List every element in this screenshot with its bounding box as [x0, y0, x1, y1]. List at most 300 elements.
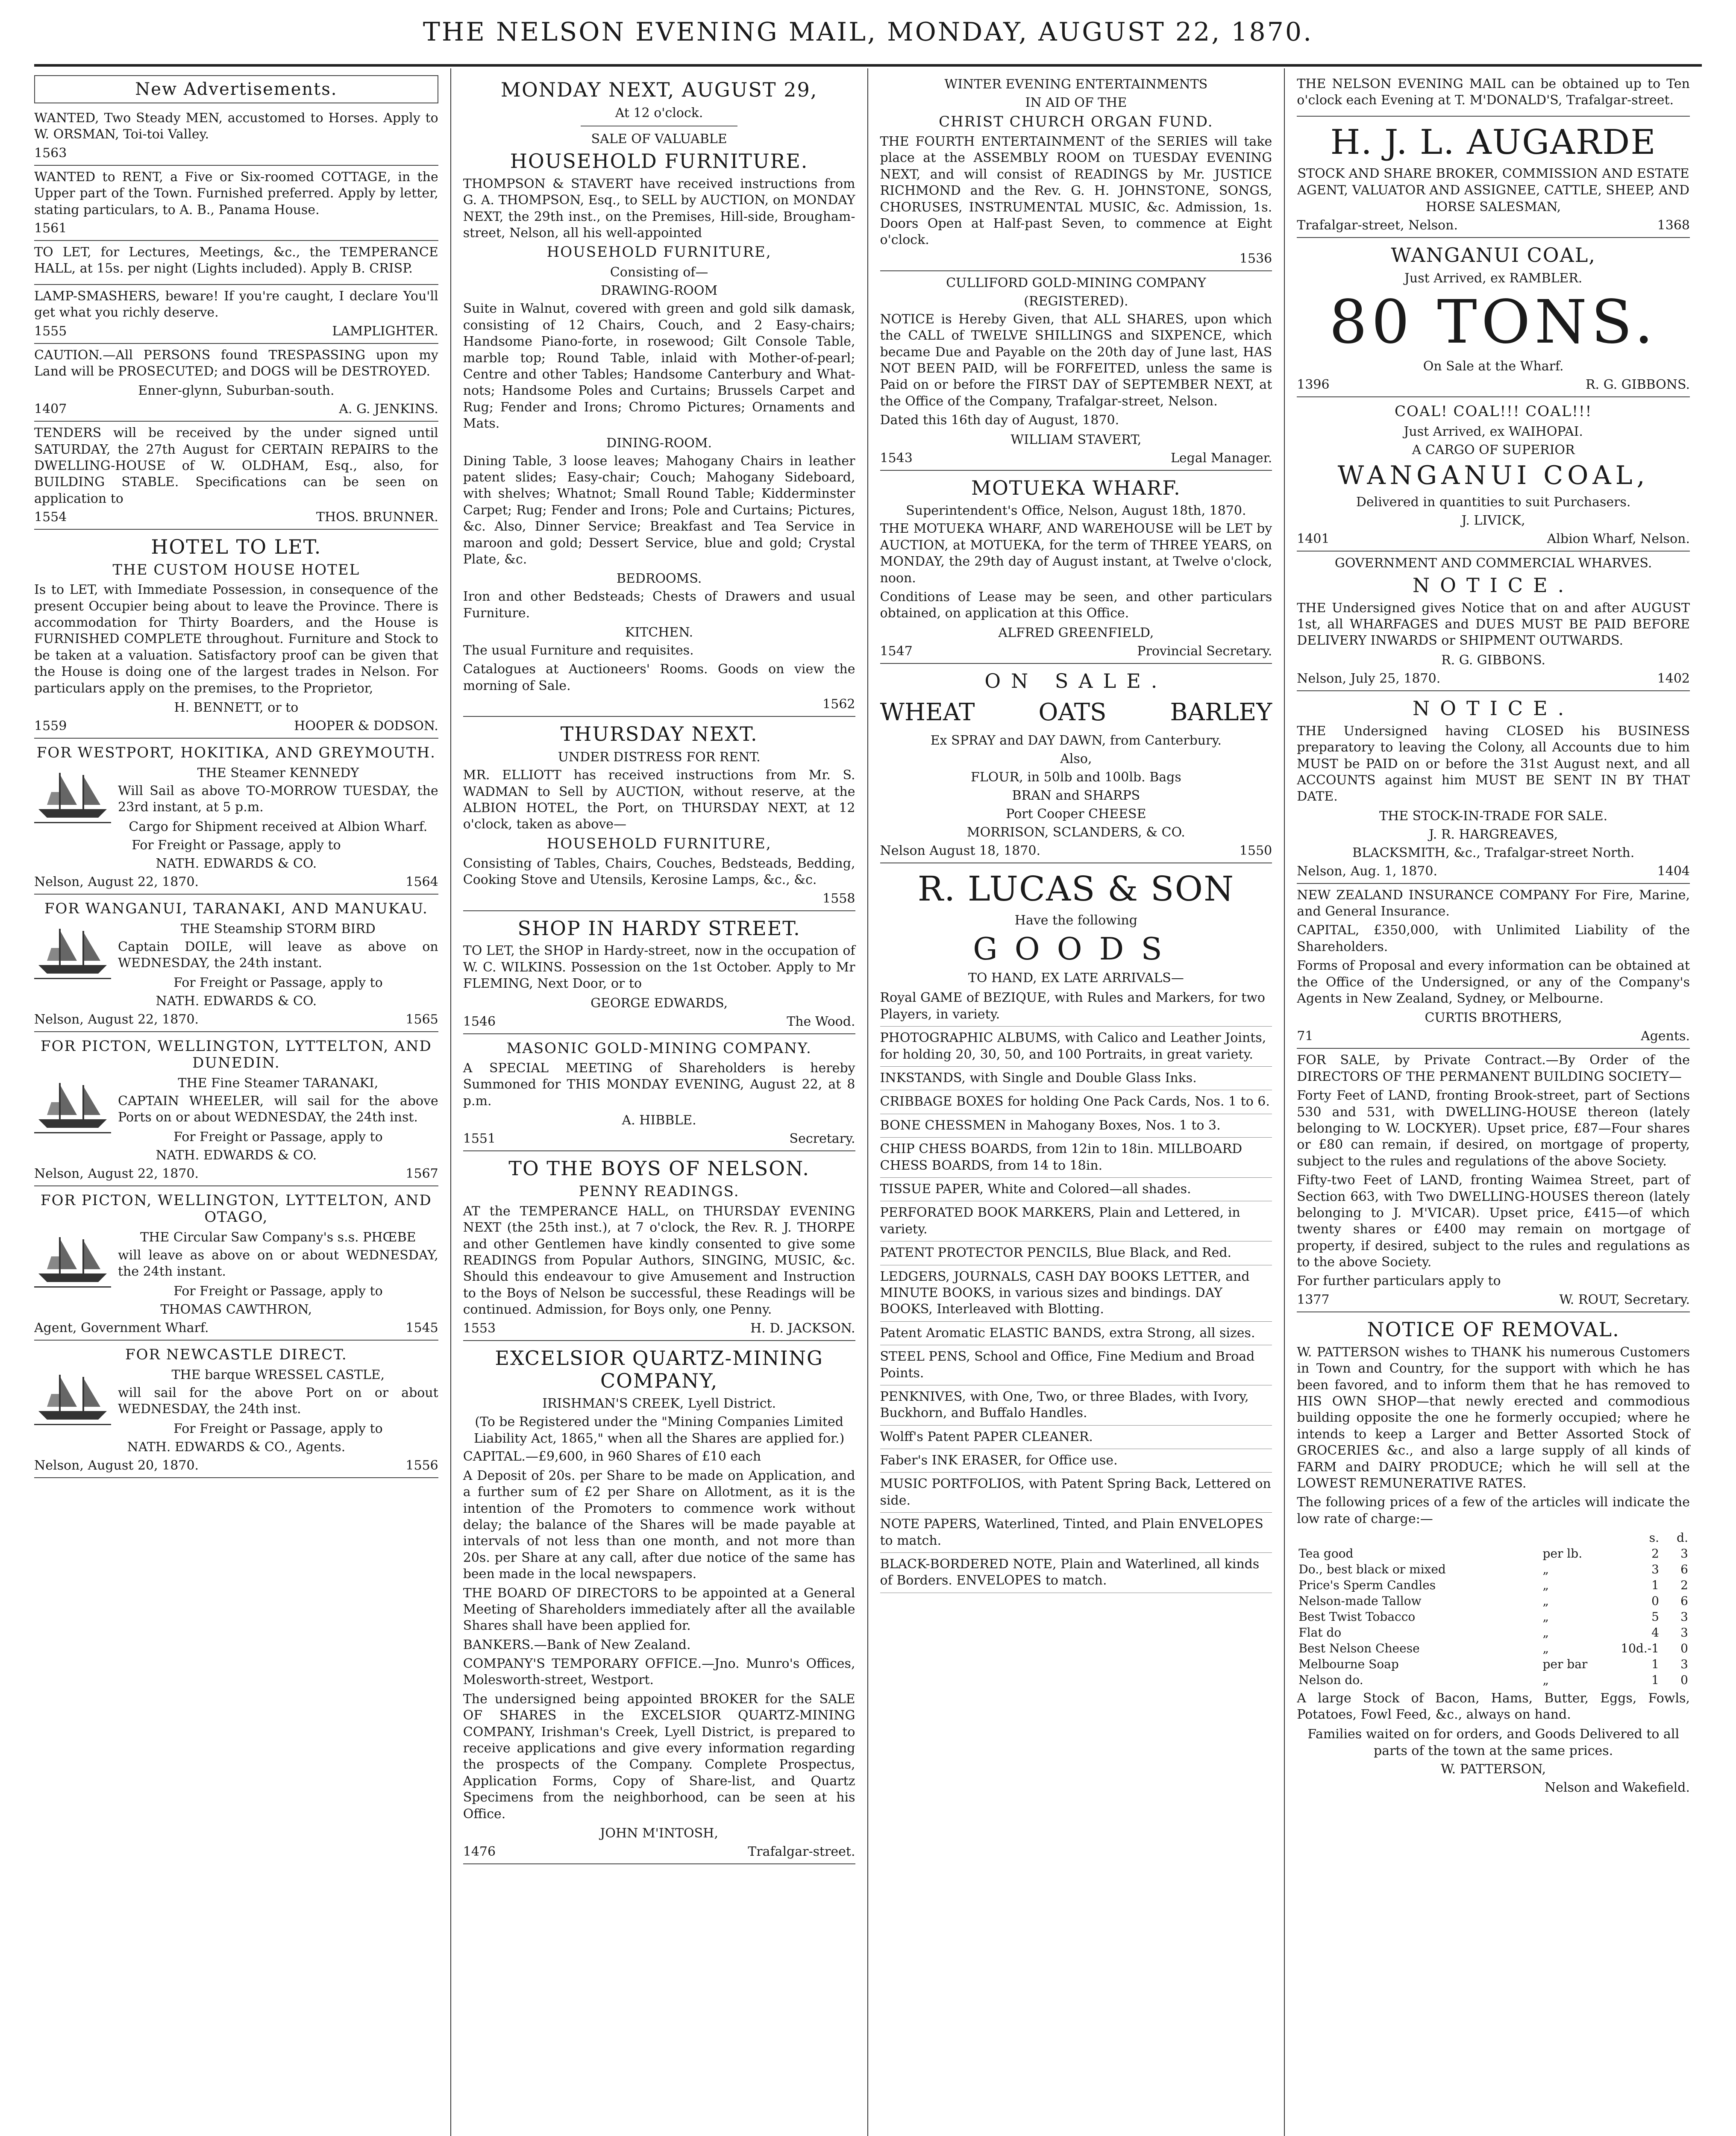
mail-note-text: THE NELSON EVENING MAIL can be obtained up to Ten o'clock each Evening at T. M'DONALD'S, Trafalgar-street.: [1297, 76, 1690, 108]
lucas-item: BLACK-BORDERED NOTE, Plain and Waterlined, all kinds of Borders. ENVELOPES to match.: [880, 1556, 1272, 1593]
columns: [34, 68, 1702, 2136]
lucas-item: PATENT PROTECTOR PENCILS, Blue Black, and Red.: [880, 1245, 1272, 1265]
price-cell: Melbourne Soap: [1298, 1657, 1399, 1672]
price-cell: 4: [1651, 1625, 1659, 1640]
catalogues-sig: [463, 697, 855, 712]
forsale-sig: W. ROUT, Secretary.: [1559, 1292, 1690, 1307]
masonic-body: A SPECIAL MEETING of Shareholders is hereby Summoned for THIS MONDAY EVENING, August 22, at 8 p.m.: [463, 1060, 855, 1109]
lucas-item: TISSUE PAPER, White and Colored—all shades.: [880, 1181, 1272, 1201]
price-cell: „: [1542, 1673, 1549, 1687]
price-cell: „: [1542, 1594, 1549, 1608]
distress-sale-ad: [463, 717, 855, 911]
removal-addr: Nelson and Wakefield.: [1544, 1780, 1690, 1795]
ad-sig: [34, 402, 438, 417]
grain-wheat: WHEAT: [880, 698, 975, 726]
also-item: FLOUR, in 50lb and 100lb. Bags: [970, 769, 1181, 785]
ship-num: 1556: [405, 1458, 438, 1473]
price-row: [1297, 1672, 1690, 1688]
lucas-item: PHOTOGRAPHIC ALBUMS, with Calico and Leather Joints, for holding 20, 30, 50, and 100 Portraits, in great variety.: [880, 1030, 1272, 1067]
removal-sig: W. PATTERSON,: [1441, 1761, 1546, 1777]
boys-title: TO THE BOYS OF NELSON.: [508, 1156, 810, 1180]
price-table-body: [1297, 1546, 1690, 1688]
ship-sig: [34, 1166, 438, 1181]
winter-body: THE FOURTH ENTERTAINMENT of the SERIES will take place at the ASSEMBLY ROOM on TUESDAY EVENING NEXT, and will consist of READINGS by Mr. JUSTICE RICHMOND and the Rev. G. H. JOHNSTONE, SONGS, CHORUSES, INSTRUMENTAL MUSIC, &c. Admission, 1s. Doors Open at Half-past Seven, to commence at Eight o'clock.: [880, 134, 1272, 248]
price-row: [1297, 1546, 1690, 1561]
mining-board: THE BOARD OF DIRECTORS to be appointed at a General Meeting of Shareholders immediately after all the available Shares shall have been applied for.: [463, 1585, 855, 1634]
coal-head: COAL! COAL!!! COAL!!!: [1394, 402, 1592, 420]
price-row: [1297, 1593, 1690, 1609]
boys-ad: [463, 1151, 855, 1341]
wang-title: WANGANUI COAL,: [1391, 243, 1596, 267]
notice2-body: THE Undersigned having CLOSED his BUSINESS preparatory to leaving the Colony, all Accounts due to him MUST be PAID on or before the 31st August next, and all ACCOUNTS against him MUST BE SENT IN BY THAT DATE.: [1297, 723, 1690, 804]
ad-sig: [34, 510, 438, 525]
mining-ad: [463, 1341, 855, 1864]
price-cell: Nelson do.: [1298, 1673, 1363, 1687]
notice1-title: NOTICE.: [1413, 573, 1574, 597]
lucas-item: Faber's INK ERASER, for Office use.: [880, 1452, 1272, 1473]
nzins-title: NEW ZEALAND INSURANCE COMPANY For Fire, Marine, and General Insurance.: [1297, 887, 1690, 919]
nzins-body: Forms of Proposal and every information can be obtained at the Office of the Undersigned, or any of the Company's Agents in New Zealand, Sydney, or Melbourne.: [1297, 958, 1690, 1006]
column-3: [868, 68, 1285, 2136]
sale-date: Nelson August 18, 1870.: [880, 843, 1041, 858]
ship-num: 1565: [405, 1012, 438, 1027]
ship-apply: For Freight or Passage, apply to: [173, 1421, 383, 1436]
lucas-item: STEEL PENS, School and Office, Fine Medium and Broad Points.: [880, 1349, 1272, 1385]
ship-date: Nelson, August 20, 1870.: [34, 1458, 199, 1473]
classified-ad: [34, 285, 438, 344]
tons-sub: On Sale at the Wharf.: [1423, 358, 1564, 374]
ad-text: CAUTION.—All PERSONS found TRESPASSING upon my Land will be PROSECUTED; and DOGS will be DESTROYED.: [34, 347, 438, 379]
lucas-item: MUSIC PORTFOLIOS, with Patent Spring Back, Lettered on side.: [880, 1476, 1272, 1513]
shipping-ad: [34, 1032, 438, 1186]
price-header-row: s. d.: [1649, 1531, 1688, 1545]
ship-vessel: THE Steamer KENNEDY: [197, 766, 359, 781]
thursday-title: THURSDAY NEXT.: [560, 722, 758, 746]
culli-num: 1543: [880, 450, 913, 466]
price-cell: 5: [1651, 1610, 1659, 1624]
shipping-ads: [34, 739, 438, 1478]
culli-sig: WILLIAM STAVERT,: [1010, 432, 1142, 447]
lucas-item: CHIP CHESS BOARDS, from 12in to 18in. MILLBOARD CHESS BOARDS, from 14 to 18in.: [880, 1141, 1272, 1178]
ship-apply: For Freight or Passage, apply to: [173, 1283, 383, 1299]
ship-vessel: THE Circular Saw Company's s.s. PHŒBE: [140, 1229, 416, 1245]
notice1-sig: R. G. GIBBONS.: [1441, 652, 1546, 668]
tons-num: 1396: [1297, 377, 1330, 392]
lucas-item: INKSTANDS, with Single and Double Glass Inks.: [880, 1070, 1272, 1090]
mining-title: EXCELSIOR QUARTZ-MINING COMPANY,: [495, 1346, 823, 1392]
lucas-goods: GOODS: [973, 930, 1179, 967]
distress-sub: UNDER DISTRESS FOR RENT.: [558, 750, 761, 765]
shop-ad: [463, 911, 855, 1034]
price-row: [1297, 1561, 1690, 1577]
forsale-lot2: Fifty-two Feet of LAND, fronting Waimea Street, part of Section 663, with Two DWELLING-HOUSES thereon (lately belonging to J. M'VICAR). Upset price, £415—of which twenty shares or £400 may remain on mortgage of property, if desired, subject to the rules and regulations as to the above Society.: [1297, 1173, 1690, 1270]
notice2-sig: J. R. HARGREAVES,: [1429, 827, 1558, 842]
lucas-items: [880, 990, 1272, 1593]
forsale-apply: For further particulars apply to: [1297, 1273, 1501, 1289]
room-text: Dining Table, 3 loose leaves; Mahogany Chairs in leather patent slides; Easy-chair; Couch; Mahogany Sideboard, with shelves; Whatnot; Small Round Table; Kidderminster Carpet; Rug; Fender and Irons; Pole and Curtains; Pictures, &c. Also, Dinner Service; Breakfast and Tea Service in maroon and gold; Dessert Service, blue and gold; Crystal Plate, &c.: [463, 453, 855, 567]
forsale-lot1: Forty Feet of LAND, fronting Brook-street, part of Sections 530 and 531, with DWELLING-HOUSE thereon (lately belonging to W. LOCKYER). Upset price, £87—Four shares or £80 can remain, if desired, on mortgage of property, subject to the rules and regulations of the above Society.: [1297, 1088, 1690, 1169]
ship-apply: For Freight or Passage, apply to: [173, 975, 383, 990]
hotel-ad: [34, 530, 438, 739]
removal-families: Families waited on for orders, and Goods Delivered to all parts of the town at the same prices.: [1307, 1726, 1680, 1758]
ad-place: Enner-glynn, Suburban-south.: [138, 383, 335, 399]
ship-agent: NATH. EDWARDS & CO.: [156, 993, 317, 1009]
price-cell: Do., best black or mixed: [1298, 1562, 1446, 1577]
coal-sig: J. LIVICK,: [1461, 513, 1525, 528]
lucas-item: Patent Aromatic ELASTIC BANDS, extra Strong, all sizes.: [880, 1325, 1272, 1345]
ship-agent: NATH. EDWARDS & CO., Agents.: [127, 1439, 346, 1455]
ship-vessel: THE barque WRESSEL CASTLE,: [171, 1367, 385, 1382]
wharf-cond: Conditions of Lease may be seen, and other particulars obtained, on application at this Office.: [880, 590, 1272, 621]
notice2-role: BLACKSMITH, &c., Trafalgar-street North.: [1352, 845, 1635, 860]
price-cell: 3: [1680, 1657, 1688, 1672]
winter-title: WINTER EVENING ENTERTAINMENTS: [944, 77, 1208, 92]
price-cell: per lb.: [1542, 1546, 1583, 1561]
removal-ad: [1297, 1312, 1690, 1799]
price-cell: „: [1542, 1562, 1549, 1577]
culli-title: CULLIFORD GOLD-MINING COMPANY: [946, 275, 1206, 290]
ship-sig: [34, 1458, 438, 1473]
elliott-list: Consisting of Tables, Chairs, Couches, Bedsteads, Bedding, Cooking Stove and Utensils, Kerosine Lamps, &c., &c.: [463, 856, 855, 888]
price-row: [1297, 1625, 1690, 1640]
wharves-notice: [1297, 552, 1690, 691]
mining-capital: CAPITAL.—£9,600, in 960 Shares of £10 each: [463, 1449, 761, 1464]
sale-sub: SALE OF VALUABLE: [591, 131, 727, 147]
ship-cargo: Cargo for Shipment received at Albion Wharf.: [129, 819, 428, 834]
removal-stock: A large Stock of Bacon, Hams, Butter, Eggs, Fowls, Potatoes, Fowl Feed, &c., always on hand.: [1297, 1691, 1690, 1722]
price-cell: 1: [1651, 1578, 1659, 1593]
lucas-item: PERFORATED BOOK MARKERS, Plain and Lettered, in variety.: [880, 1205, 1272, 1241]
wharf-ad: [880, 471, 1272, 664]
shop-place: The Wood.: [787, 1014, 855, 1029]
price-cell: 3: [1680, 1625, 1688, 1640]
hargreaves-notice: [1297, 691, 1690, 884]
price-cell: Best Twist Tobacco: [1298, 1610, 1416, 1624]
price-table: [1297, 1530, 1690, 1688]
culli-reg: (REGISTERED).: [1024, 293, 1128, 309]
ship-agent: THOMAS CAWTHRON,: [160, 1302, 312, 1317]
ad-num: 1554: [34, 510, 67, 525]
room-list: [463, 282, 855, 659]
ship-icon: [34, 1231, 111, 1288]
wharf-body: THE MOTUEKA WHARF, AND WAREHOUSE will be LET by AUCTION, at MOTUEKA, for the term of THREE YEARS, on MONDAY, the 29th day of August instant, at Twelve o'clock, noon.: [880, 521, 1272, 586]
room-text: Iron and other Bedsteads; Chests of Drawers and usual Furniture.: [463, 589, 855, 621]
removal-title: NOTICE OF REMOVAL.: [1367, 1317, 1620, 1341]
coal-addr: Albion Wharf, Nelson.: [1547, 531, 1690, 546]
onsale-title: ON SALE.: [984, 669, 1168, 692]
lucas-item: LEDGERS, JOURNALS, CASH DAY BOOKS LETTER, and MINUTE BOOKS, in various sizes and bindings. DAY BOOKS, Interleaved with Blotting.: [880, 1269, 1272, 1322]
hotel-num: 1559: [34, 718, 67, 734]
tons-sig: R. G. GIBBONS.: [1586, 377, 1690, 392]
wharf-office: Superintendent's Office, Nelson, August 18th, 1870.: [906, 503, 1246, 519]
lucas-item: CRIBBAGE BOXES for holding One Pack Cards, Nos. 1 to 6.: [880, 1094, 1272, 1114]
notice1-date: Nelson, July 25, 1870.: [1297, 671, 1441, 686]
price-cell: 10d.-1: [1621, 1641, 1659, 1656]
ship-vessel: THE Steamship STORM BIRD: [180, 921, 376, 936]
mining-reg: (To be Registered under the "Mining Companies Limited Liability Act, 1865," when all the Shares are applied for.): [473, 1414, 845, 1446]
grain-sale-ad: [880, 664, 1272, 863]
ship-icon: [34, 1368, 111, 1425]
ship-num: 1564: [405, 874, 438, 889]
culli-role: Legal Manager.: [1171, 450, 1272, 466]
removal-prices: The following prices of a few of the articles will indicate the low rate of charge:—: [1297, 1495, 1690, 1526]
culliford-ad: [880, 271, 1272, 471]
shipping-ad: [34, 739, 438, 895]
sale-head: MONDAY NEXT, AUGUST 29,: [500, 78, 818, 101]
ship-body: CAPTAIN WHEELER, will sail for the above Ports on or about WEDNESDAY, the 24th inst.: [118, 1093, 438, 1125]
coal-title: WANGANUI COAL,: [1337, 460, 1649, 490]
column-1: [34, 68, 451, 2136]
removal-body: W. PATTERSON wishes to THANK his numerous Customers in Town and Country, for the support with which he has been favored, and to inform them that he has removed to HIS OWN SHOP—that newly erected and commodious building opposite the one he formerly occupied; where he intends to keep a Larger and Better Assorted Stock of GROCERIES &c., and also a large supply of all kinds of FARM and DAIRY PRODUCE; which he will sell at the LOWEST REMUNERATIVE RATES.: [1297, 1344, 1690, 1491]
mining-addr: Trafalgar-street.: [748, 1844, 855, 1859]
ad-signature: LAMPLIGHTER.: [332, 323, 438, 339]
price-row: [1297, 1656, 1690, 1672]
price-cell: „: [1542, 1641, 1549, 1656]
wang-sub: Just Arrived, ex RAMBLER.: [1404, 270, 1583, 286]
ad-num: 1555: [34, 323, 67, 339]
ad-num: 1407: [34, 402, 67, 417]
price-row: [1297, 1640, 1690, 1656]
boys-sig: H. D. JACKSON.: [750, 1320, 855, 1336]
sale-title: HOUSEHOLD FURNITURE.: [510, 149, 808, 173]
ship-num: 1567: [405, 1166, 438, 1181]
ship-icon: [34, 922, 111, 979]
price-cell: 6: [1680, 1594, 1688, 1608]
classified-ad: [34, 241, 438, 285]
ad-signature: THOS. BRUNNER.: [316, 510, 438, 525]
lucas-item: Wolff's Patent PAPER CLEANER.: [880, 1429, 1272, 1449]
ship-date: Nelson, August 22, 1870.: [34, 1166, 199, 1181]
price-cell: Best Nelson Cheese: [1298, 1641, 1420, 1656]
elliott-title: HOUSEHOLD FURNITURE,: [546, 835, 772, 852]
sale-intro: THOMPSON & STAVERT have received instructions from G. A. THOMPSON, Esq., to SELL by AUCTION, on MONDAY NEXT, the 29th inst., on the Premises, Hill-side, Brougham-street, Nelson, all his well-appointed: [463, 176, 855, 241]
price-cell: Price's Sperm Candles: [1298, 1578, 1436, 1593]
ship-icon: [34, 1077, 111, 1133]
insurance-ad: [1297, 884, 1690, 1049]
ad-text: WANTED to RENT, a Five or Six-roomed COTTAGE, in the Upper part of the Town. Furnished preferred. Apply by letter, stating particulars, to A. B., Panama House.: [34, 169, 438, 217]
ad-text: LAMP-SMASHERS, beware! If you're caught, I declare You'll get what you richly deserve.: [34, 288, 438, 320]
shop-body: TO LET, the SHOP in Hardy-street, now in the occupation of W. C. WILKINS. Possession on the 1st October. Apply to Mr FLEMING, Next Door, or to: [463, 943, 855, 992]
forsale-num: 1377: [1297, 1292, 1330, 1307]
mining-office: COMPANY'S TEMPORARY OFFICE.—Jno. Munro's Offices, Molesworth-street, Westport.: [463, 1656, 855, 1688]
ship-num: 1545: [405, 1320, 438, 1335]
price-cell: 2: [1651, 1546, 1659, 1561]
hjl-num: 1368: [1657, 217, 1690, 233]
classified-ad: [34, 344, 438, 422]
hotel-body: Is to LET, with Immediate Possession, in consequence of the present Occupier being about to leave the Province. There is accommodation for Thirty Boarders, and the House is FURNISHED COMPLETE throughout. Furniture and Stock to be taken at a valuation. Satisfactory proof can be given that the House is doing one of the largest trades in Nelson. For particulars apply on the premises, to the Proprietor,: [34, 582, 438, 696]
price-cell: 3: [1680, 1610, 1688, 1624]
lucas-item: BONE CHESSMEN in Mahogany Boxes, Nos. 1 to 3.: [880, 1118, 1272, 1138]
tons: 80 TONS.: [1329, 287, 1658, 357]
ship-sig: [34, 874, 438, 889]
wharf-sig: ALFRED GREENFIELD,: [998, 625, 1154, 640]
mining-broker: The undersigned being appointed BROKER for the SALE OF SHARES in the EXCELSIOR QUARTZ-MINING COMPANY, Irishman's Creek, Lyell District, is prepared to receive applications and give every information regarding the prospects of the Company. Complete Prospectus, Application Forms, Copy of Share-list, and Quartz Specimens from the neighborhood, can be seen at his Office.: [463, 1691, 855, 1822]
hotel-sig2: HOOPER & DODSON.: [294, 718, 438, 734]
classified-ad: [34, 166, 438, 241]
sale-sig: MORRISON, SCLANDERS, & CO.: [966, 824, 1185, 840]
coal-cargo: A CARGO OF SUPERIOR: [1412, 442, 1575, 458]
price-row: [1297, 1577, 1690, 1593]
nzins-sig: CURTIS BROTHERS,: [1425, 1010, 1562, 1026]
mining-num: 1476: [463, 1844, 496, 1859]
grain-barley: BARLEY: [1170, 698, 1272, 726]
price-cell: 3: [1680, 1546, 1688, 1561]
catalogues-num: 1562: [822, 697, 855, 712]
ship-icon: [34, 766, 111, 823]
notice2-stock: THE STOCK-IN-TRADE FOR SALE.: [1379, 808, 1608, 824]
price-cell: Nelson-made Tallow: [1298, 1594, 1422, 1608]
ad-num: 1563: [34, 145, 67, 161]
nzins-num: 71: [1297, 1029, 1313, 1044]
room-name: BEDROOMS.: [616, 571, 702, 587]
masthead-rule: [34, 64, 1702, 67]
grain-row: [880, 698, 1272, 726]
sale-num: 1550: [1239, 843, 1272, 858]
price-cell: 0: [1680, 1673, 1688, 1687]
hjl-addr: Trafalgar-street, Nelson.: [1297, 217, 1458, 233]
ship-date: Agent, Government Wharf.: [34, 1320, 209, 1335]
lucas-item: PENKNIVES, with One, Two, or three Blades, with Ivory, Buckhorn, and Buffalo Handles.: [880, 1389, 1272, 1426]
ad-sig: [34, 146, 438, 161]
also-item: Port Cooper CHEESE: [1006, 806, 1146, 822]
coal-num: 1401: [1297, 531, 1330, 546]
price-cell: „: [1542, 1578, 1549, 1593]
price-cell: per bar: [1542, 1657, 1588, 1672]
masonic-ad: [463, 1034, 855, 1151]
section-title: New Advertisements.: [34, 75, 438, 103]
price-cell: „: [1542, 1610, 1549, 1624]
price-cell: „: [1542, 1625, 1549, 1640]
also: Also,: [1060, 751, 1092, 766]
ship-apply: For Freight or Passage, apply to: [132, 837, 341, 853]
grain-ex: Ex SPRAY and DAY DAWN, from Canterbury.: [930, 733, 1222, 748]
wanganui-ad: [1297, 238, 1690, 397]
price-cell: 1: [1651, 1673, 1659, 1687]
consisting: Consisting of—: [610, 265, 708, 280]
ship-body: Captain DOILE, will leave as above on WEDNESDAY, the 24th instant.: [118, 939, 438, 971]
ad-text: TO LET, for Lectures, Meetings, &c., the TEMPERANCE HALL, at 15s. per night (Lights included). Apply B. CRISP.: [34, 244, 438, 276]
boys-sub: PENNY READINGS.: [579, 1182, 740, 1200]
sale-title2: HOUSEHOLD FURNITURE,: [546, 244, 772, 261]
notice1-num: 1402: [1657, 671, 1690, 686]
nzins-role: Agents.: [1641, 1029, 1690, 1044]
coal-ad: [1297, 397, 1690, 552]
gov-title: GOVERNMENT AND COMMERCIAL WHARVES.: [1334, 555, 1652, 571]
ad-num: 1561: [34, 220, 67, 236]
masonic-num: 1551: [463, 1131, 496, 1146]
column-2: [451, 68, 868, 2136]
shipping-ad: [34, 895, 438, 1032]
ship-route: FOR PICTON, WELLINGTON, LYTTELTON, AND OTAGO,: [41, 1191, 432, 1226]
ship-apply: For Freight or Passage, apply to: [173, 1129, 383, 1144]
price-cell: 3: [1651, 1562, 1659, 1577]
lucas-item: NOTE PAPERS, Waterlined, Tinted, and Plain ENVELOPES to match.: [880, 1516, 1272, 1553]
ad-sig: [34, 324, 438, 339]
ship-body: Will Sail as above TO-MORROW TUESDAY, the 23rd instant, at 5 p.m.: [118, 783, 438, 815]
price-cell: 0: [1651, 1594, 1659, 1608]
lucas-have: Have the following: [1014, 912, 1137, 928]
elliott-body: MR. ELLIOTT has received instructions from Mr. S. WADMAN to Sell by AUCTION, without reserve, at the ALBION HOTEL, the Port, on THURSDAY NEXT, at 12 o'clock, taken as above—: [463, 768, 855, 832]
masonic-title: MASONIC GOLD-MINING COMPANY.: [506, 1039, 812, 1057]
ad-text: WANTED, Two Steady MEN, accustomed to Horses. Apply to W. ORSMAN, Toi-toi Valley.: [34, 111, 438, 142]
masonic-role: Secretary.: [789, 1131, 855, 1146]
ship-sig: [34, 1012, 438, 1027]
price-cell: Tea good: [1298, 1546, 1354, 1561]
notice2-num: 1404: [1657, 863, 1690, 879]
lucas-title: R. LUCAS & SON: [917, 868, 1235, 909]
culli-body: NOTICE is Hereby Given, that ALL SHARES, upon which the CALL of TWELVE SHILLINGS and SIXPENCE, which became Due and Payable on the 20th day of June last, HAS NOT BEEN PAID, will be FORFEITED, unless the same is Paid on or before the FIRST DAY of SEPTEMBER NEXT, at the Office of the Company, Trafalgar-street, Nelson.: [880, 311, 1272, 409]
mining-body: A Deposit of 20s. per Share to be made on Application, and a further sum of £2 per Share on Allotment, as it is the intention of the Promoters to commence work without delay; the balance of the Shares will be made payable at intervals of not less than one month, and not more than 20s. per Share at any call, after due notice of the same has been made in the local newspapers.: [463, 1468, 855, 1582]
ship-route: FOR WESTPORT, HOKITIKA, AND GREYMOUTH.: [36, 744, 436, 761]
shipping-ad: [34, 1341, 438, 1478]
room-name: KITCHEN.: [625, 625, 693, 640]
column-4: [1285, 68, 1702, 2136]
room-name: DINING-ROOM.: [606, 435, 712, 451]
catalogues: Catalogues at Auctioneers' Rooms. Goods on view the morning of Sale.: [463, 662, 855, 693]
room-text: The usual Furniture and requisites.: [463, 643, 694, 658]
ship-agent: NATH. EDWARDS & CO.: [156, 1147, 317, 1163]
price-cell: 1: [1651, 1657, 1659, 1672]
coal-sub: Just Arrived, ex WAIHOPAI.: [1404, 424, 1583, 439]
shop-sig: GEORGE EDWARDS,: [590, 995, 728, 1011]
masthead: THE NELSON EVENING MAIL, MONDAY, AUGUST 22, 1870.: [423, 17, 1313, 47]
nzins-capital: CAPITAL, £350,000, with Unlimited Liability of the Shareholders.: [1297, 923, 1690, 954]
price-cell: 0: [1680, 1641, 1688, 1656]
also-item: BRAN and SHARPS: [1012, 788, 1140, 803]
ship-date: Nelson, August 22, 1870.: [34, 1012, 199, 1027]
wharf-title: MOTUEKA WHARF.: [971, 476, 1181, 499]
ad-text: TENDERS will be received by the under signed until SATURDAY, the 27th August for CERTAIN REPAIRS to the DWELLING-HOUSE of W. OLDHAM, Esq., also, for BUILDING STABLE. Specifications can be seen on application to: [34, 425, 438, 506]
hjl-sub: STOCK AND SHARE BROKER, COMMISSION AND ESTATE AGENT, VALUATOR AND ASSIGNEE, CATTLE, SHEEP, AND HORSE SALESMAN,: [1297, 166, 1690, 214]
lucas-item: Royal GAME of BEZIQUE, with Rules and Markers, for two Players, in variety.: [880, 990, 1272, 1027]
ship-sig: [34, 1320, 438, 1335]
mail-note: [1297, 73, 1690, 117]
ship-route: FOR PICTON, WELLINGTON, LYTTELTON, AND DUNEDIN.: [41, 1037, 432, 1071]
classified-ad: [34, 107, 438, 166]
shop-num: 1546: [463, 1014, 496, 1029]
boys-body: AT the TEMPERANCE HALL, on THURSDAY EVENING NEXT (the 25th inst.), at 7 o'clock, the Rev. R. J. THORPE and other Gentlemen have kindly consented to give some READINGS from Popular Authors, SINGING, MUSIC, &c. Should this endeavour to give Amusement and Instruction to the Boys of Nelson be successful, these Readings will be continued. Admission, for Boys only, one Penny.: [463, 1203, 855, 1317]
shop-title: SHOP IN HARDY STREET.: [517, 916, 801, 940]
winter-ad: [880, 73, 1272, 271]
price-cell: 6: [1680, 1562, 1688, 1577]
winter-num: 1536: [1239, 251, 1272, 266]
ad-sig: [34, 221, 438, 236]
forsale-ad: [1297, 1049, 1690, 1312]
masonic-sig: A. HIBBLE.: [622, 1112, 696, 1128]
classified-ad: [34, 422, 438, 530]
grain-oats: OATS: [1038, 698, 1107, 726]
hotel-sig: [34, 719, 438, 734]
augarde-ad: [1297, 117, 1690, 238]
shipping-ad: [34, 1186, 438, 1341]
furniture-sale-ad: [463, 73, 855, 717]
ship-body: will sail for the above Port on or about WEDNESDAY, the 24th inst.: [118, 1385, 438, 1417]
notice1-body: THE Undersigned gives Notice that on and after AUGUST 1st, all WHARFAGES and DUES MUST BE PAID BEFORE DELIVERY INWARDS or SHIPMENT OUTWARDS.: [1297, 600, 1690, 648]
winter-sub: IN AID OF THE: [1025, 95, 1127, 110]
lucas-arr: TO HAND, EX LATE ARRIVALS—: [968, 971, 1184, 986]
winter-fund: CHRIST CHURCH ORGAN FUND.: [939, 113, 1213, 130]
culli-date: Dated this 16th day of August, 1870.: [880, 413, 1119, 428]
hotel-name: THE CUSTOM HOUSE HOTEL: [112, 561, 360, 579]
wharf-num: 1547: [880, 643, 913, 659]
sale-time: At 12 o'clock.: [615, 105, 703, 120]
lucas-ad: [880, 863, 1272, 1601]
price-cell: 2: [1680, 1578, 1688, 1593]
ship-route: FOR NEWCASTLE DIRECT.: [125, 1346, 347, 1363]
ship-vessel: THE Fine Steamer TARANAKI,: [178, 1075, 379, 1091]
classified-ads: [34, 107, 438, 530]
notice2-title: NOTICE.: [1413, 696, 1574, 720]
